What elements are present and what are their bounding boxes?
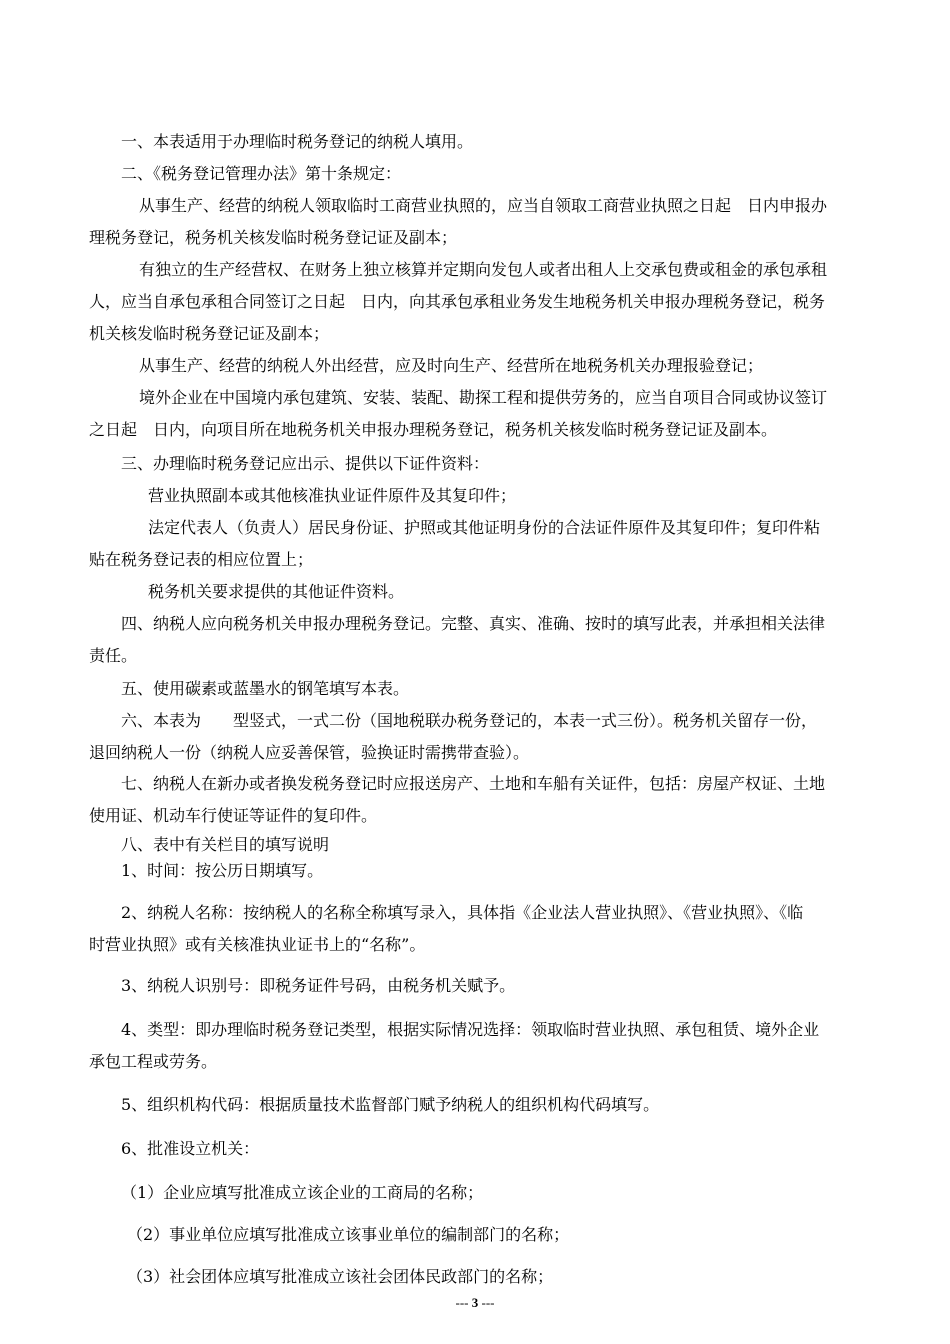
field-note-1	[89, 855, 861, 887]
text-line: 之日起 日内，向项目所在地税务机关申报办理税务登记，税务机关核发临时税务登记证及副本。	[89, 420, 778, 439]
text-line: 退回纳税人一份（纳税人应妥善保管，验换证时需携带查验）。	[89, 743, 530, 762]
text-line: 三、办理临时税务登记应出示、提供以下证件资料：	[121, 454, 490, 473]
footer-dash-left: ---	[455, 1295, 469, 1310]
text-line: 贴在税务登记表的相应位置上；	[89, 550, 314, 569]
text-line: 理税务登记，税务机关核发临时税务登记证及副本；	[89, 228, 458, 247]
doc-list-3	[89, 576, 861, 608]
text-line: 5、组织机构代码：根据质量技术监督部门赋予纳税人的组织机构代码填写。	[121, 1095, 660, 1114]
text-line: 人，应当自承包承租合同签订之日起 日内，向其承包承租业务发生地税务机关申报办理税务登记，税务	[89, 292, 826, 311]
text-line: 4、类型：即办理临时税务登记类型，根据实际情况选择：领取临时营业执照、承包租赁、境外企业	[121, 1020, 820, 1039]
text-line: 机关核发临时税务登记证及副本；	[89, 324, 330, 343]
text-line: 6、批准设立机关：	[121, 1139, 260, 1158]
rule-para-4	[89, 382, 861, 446]
text-line: 一、本表适用于办理临时税务登记的纳税人填用。	[121, 132, 474, 151]
text-line: 五、使用碳素或蓝墨水的钢笔填写本表。	[121, 679, 410, 698]
doc-list-2	[89, 512, 861, 576]
item-7	[89, 768, 861, 832]
text-line: 承包工程或劳务。	[89, 1052, 218, 1071]
text-line: 时营业执照》或有关核准执业证书上的“名称”。	[89, 935, 426, 954]
text-line: 营业执照副本或其他核准执业证件原件及其复印件；	[148, 486, 517, 505]
field-note-5	[89, 1089, 861, 1121]
text-line: 四、纳税人应向税务机关申报办理税务登记。完整、真实、准确、按时的填写此表，并承担相关法律	[121, 614, 826, 633]
text-line: 1、时间：按公历日期填写。	[121, 861, 324, 880]
footer-dash-right: ---	[481, 1295, 495, 1310]
text-line: 法定代表人（负责人）居民身份证、护照或其他证明身份的合法证件原件及其复印件；复印件粘	[148, 518, 821, 537]
item-2-heading	[89, 158, 861, 190]
rule-para-2	[89, 254, 861, 350]
text-line: 八、表中有关栏目的填写说明	[121, 835, 330, 854]
text-line: 境外企业在中国境内承包建筑、安装、装配、勘探工程和提供劳务的，应当自项目合同或协议签订	[139, 388, 828, 407]
sub-note-3	[89, 1261, 861, 1293]
field-note-2	[89, 897, 861, 961]
field-note-3	[89, 970, 861, 1002]
text-line: 使用证、机动车行使证等证件的复印件。	[89, 806, 378, 825]
text-line: 税务机关要求提供的其他证件资料。	[148, 582, 405, 601]
text-line: 责任。	[89, 646, 138, 665]
rule-para-1	[89, 190, 861, 254]
text-line: 二、《税务登记管理办法》第十条规定：	[121, 164, 402, 183]
text-line: 从事生产、经营的纳税人外出经营，应及时向生产、经营所在地税务机关办理报验登记；	[139, 356, 764, 375]
item-4	[89, 608, 861, 672]
text-line: 3、纳税人识别号：即税务证件号码，由税务机关赋予。	[121, 976, 516, 995]
item-3-heading	[89, 448, 861, 480]
item-1	[89, 126, 861, 158]
text-line: 六、本表为 型竖式，一式二份（国地税联办税务登记的，本表一式三份）。税务机关留存一份，	[121, 711, 818, 730]
field-note-4	[89, 1014, 861, 1078]
text-line: 七、纳税人在新办或者换发税务登记时应报送房产、土地和车船有关证件，包括：房屋产权证、土地	[121, 774, 826, 793]
item-5	[89, 673, 861, 705]
doc-list-1	[89, 480, 861, 512]
text-line: 有独立的生产经营权、在财务上独立核算并定期向发包人或者出租人上交承包费或租金的承包承租	[139, 260, 828, 279]
item-6	[89, 705, 861, 769]
text-line: （1）企业应填写批准成立该企业的工商局的名称；	[121, 1183, 484, 1202]
sub-note-1	[89, 1177, 861, 1209]
rule-para-3	[89, 350, 861, 382]
field-note-6	[89, 1133, 861, 1165]
page-footer	[0, 1293, 950, 1313]
text-line: 2、纳税人名称：按纳税人的名称全称填写录入，具体指《企业法人营业执照》、《营业执照》、《临	[121, 903, 804, 922]
text-line: （3）社会团体应填写批准成立该社会团体民政部门的名称；	[127, 1267, 554, 1286]
sub-note-2	[89, 1219, 861, 1251]
text-line: （2）事业单位应填写批准成立该事业单位的编制部门的名称；	[127, 1225, 570, 1244]
text-line: 从事生产、经营的纳税人领取临时工商营业执照的，应当自领取工商营业执照之日起 日内申报办	[139, 196, 828, 215]
page-number: 3	[471, 1295, 479, 1310]
